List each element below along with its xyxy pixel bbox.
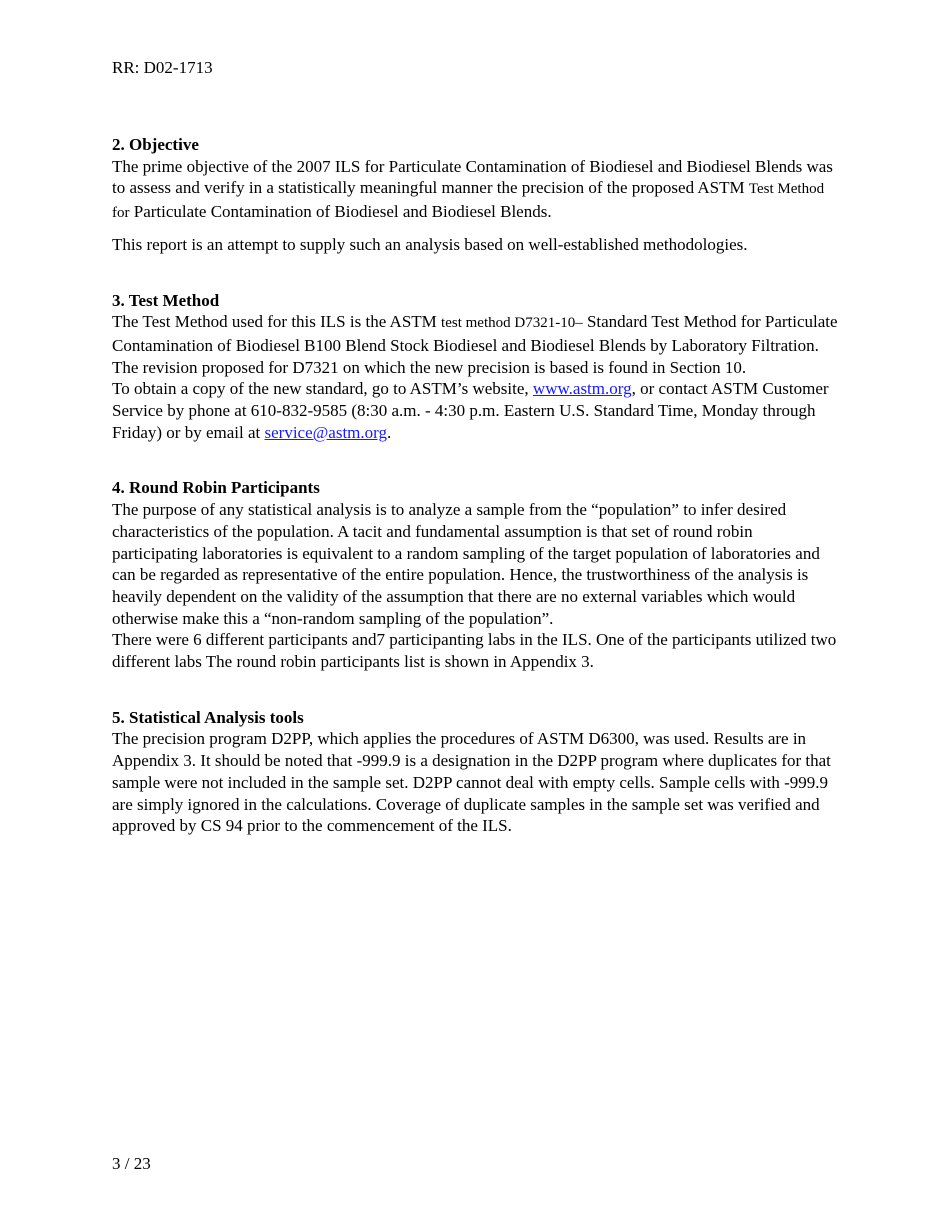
test-method-text-a: The Test Method used for this ILS is the ASTM <box>112 312 437 332</box>
page-number: 3 / 23 <box>112 1154 151 1173</box>
section-participants <box>112 477 842 672</box>
document-id: RR: D02-1713 <box>112 58 213 77</box>
objective-summary: This report is an attempt to supply such an analysis based on well-established methodologies. <box>112 234 748 254</box>
test-method-revision: The revision proposed for D7321 on which the new precision is based is found in Section 10. <box>112 357 747 377</box>
objective-text-small: Test Method for <box>112 181 825 222</box>
test-method-text-small: test method D7321-10– <box>441 315 583 332</box>
test-method-description <box>112 311 842 356</box>
section-test-method <box>112 290 842 444</box>
test-method-text-b: Standard Test Method for Particulate Contamination of Biodiesel B100 Blend Stock Biodiesel and Biodiesel Blends by Laboratory Filtration. <box>112 312 838 355</box>
participants-paragraph-1: The purpose of any statistical analysis is to analyze a sample from the “population” to infer desired characteristics of the population. A tacit and fundamental assumption is that set of round robin participating laboratories is equivalent to a random sampling of the target population of laboratories and can be regarded as representative of the entire population. Hence, the trustworthiness of the analysis is heavily dependent on the validity of the assumption that there are no external variables which would otherwise make this a “non-random sampling of the population”. <box>112 500 820 628</box>
objective-text: The prime objective of the 2007 ILS for Particulate Contamination of Biodiesel and Biodiesel Blends was to assess and verify in a statistically meaningful manner the precision of the proposed ASTM <box>112 156 833 198</box>
participants-heading: 4. Round Robin Participants <box>112 478 320 498</box>
objective-paragraph <box>112 156 842 225</box>
section-objective <box>112 134 842 256</box>
contact-text-a: To obtain a copy of the new standard, go to ASTM’s website, <box>112 379 529 399</box>
astm-website-link[interactable]: www.astm.org <box>532 379 632 399</box>
page-body <box>112 134 842 837</box>
tools-heading: 5. Statistical Analysis tools <box>112 707 304 727</box>
contact-text-b: , or contact ASTM Customer Service by phone at 610-832-9585 (8:30 a.m. - 4:30 p.m. Eastern U.S. Standard Time, Monday through Friday) or by email at <box>112 379 829 442</box>
test-method-contact <box>112 378 842 443</box>
objective-text-end: Particulate Contamination of Biodiesel and Biodiesel Blends. <box>133 202 552 222</box>
participants-paragraph-2: There were 6 different participants and7 participanting labs in the ILS. One of the participants utilized two different labs The round robin participants list is shown in Appendix 3. <box>112 630 837 672</box>
test-method-heading: 3. Test Method <box>112 290 220 310</box>
astm-email-link[interactable]: service@astm.org <box>264 422 388 442</box>
objective-heading: 2. Objective <box>112 135 199 154</box>
contact-text-c: . <box>387 422 392 442</box>
section-tools <box>112 707 842 837</box>
tools-paragraph: The precision program D2PP, which applies the procedures of ASTM D6300, was used. Results are in Appendix 3. It should be noted that -999.9 is a designation in the D2PP program where duplicates for that sample were not included in the sample set. D2PP cannot deal with empty cells. Sample cells with -999.9 are simply ignored in the calculations. Coverage of duplicate samples in the sample set was verified and approved by CS 94 prior to the commencement of the ILS. <box>112 729 831 836</box>
